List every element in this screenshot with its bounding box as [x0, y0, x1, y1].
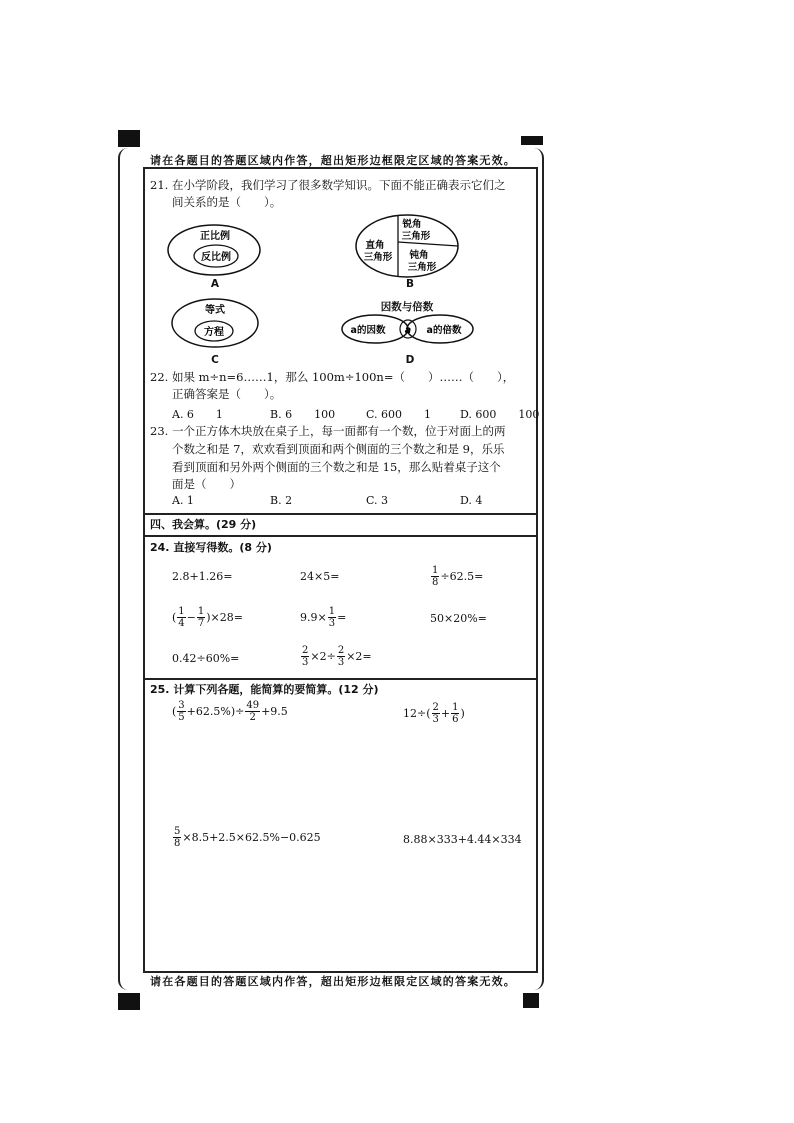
section4-title: 四、我会算。(29 分) [150, 518, 257, 531]
diagram-a [166, 222, 264, 280]
q24-r2c2: 9.9× $\frac{1}{3}$ = [300, 606, 347, 629]
q24-r1c2: 24×5= [300, 570, 340, 583]
footer-notice: 请在各题目的答题区域内作答，超出矩形边框限定区域的答案无效。 [150, 975, 516, 988]
diagram-d-right: a的倍数 [426, 325, 462, 336]
diagram-a-letter: A [210, 278, 220, 290]
q22-option-b: B. 6 100 [270, 408, 336, 421]
q24-r1c1: 2.8+1.26= [172, 570, 233, 583]
header-notice: 请在各题目的答题区域内作答，超出矩形边框限定区域的答案无效。 [150, 154, 516, 167]
diagram-b-letter: B [405, 278, 414, 290]
diagram-d-title: 因数与倍数 [380, 301, 434, 313]
diagram-a-outer: 正比例 [200, 231, 230, 242]
q22-option-d: D. 600 100 [460, 408, 540, 421]
q23-line4: 面是（ ） [172, 477, 241, 491]
q23-line1: 23. 一个正方体木块放在桌子上，每一面都有一个数，位于对面上的两 [150, 424, 506, 438]
registration-mark-top-right [521, 136, 543, 145]
q22-line2: 正确答案是（ ）。 [172, 387, 282, 401]
q24-r2c3: 50×20%= [430, 612, 487, 625]
diagram-b-acute2: 三角形 [401, 231, 431, 242]
divider-q24 [143, 535, 536, 537]
q24-title: 24. 直接写得数。(8 分) [150, 541, 272, 554]
q24-r2c1: ( $\frac{1}{4}$ − $\frac{1}{7}$ )×28= [172, 606, 243, 629]
diagram-d-mid: a [404, 325, 412, 336]
q24-r3c2: $\frac{2}{3}$ ×2÷ $\frac{2}{3}$ ×2= [302, 645, 372, 668]
q25-expr2: 12÷( $\frac{2}{3}$ + $\frac{1}{6}$ ) [403, 702, 465, 725]
diagram-a-inner: 反比例 [201, 252, 231, 263]
q22-line1: 22. 如果 m÷n=6……1，那么 100m÷100n=（ ）……（ ）， [150, 370, 515, 384]
diagram-b [354, 212, 462, 280]
q23-option-d: D. 4 [460, 494, 483, 507]
q23-line3: 看到顶面和另外两个侧面的三个数之和是 15，那么贴着桌子这个 [172, 460, 501, 474]
registration-mark-top-left [118, 130, 140, 147]
q25-expr3: $\frac{5}{8}$ ×8.5+2.5×62.5%−0.625 [174, 826, 321, 849]
q23-line2: 个数之和是 7，欢欢看到顶面和两个侧面的三个数之和是 9，乐乐 [172, 442, 505, 456]
diagram-d-left: a的因数 [350, 325, 386, 336]
diagram-b-right2: 三角形 [363, 252, 393, 263]
q25-expr4: 8.88×333+4.44×334 [403, 833, 522, 846]
diagram-b-obtuse: 钝角 [409, 250, 429, 261]
diagram-d-letter: D [405, 354, 415, 366]
q22-option-a: A. 6 1 [172, 408, 223, 421]
q25-title: 25. 计算下列各题，能简算的要简算。(12 分) [150, 683, 379, 696]
diagram-b-obtuse2: 三角形 [407, 262, 437, 273]
q24-r1c3: $\frac{1}{8}$ ÷62.5= [432, 565, 484, 588]
q23-option-a: A. 1 [172, 494, 194, 507]
diagram-d [340, 312, 476, 348]
diagram-c-outer: 等式 [205, 305, 225, 316]
q23-option-b: B. 2 [270, 494, 293, 507]
diagram-b-right: 直角 [365, 240, 385, 251]
registration-mark-bottom-right [523, 993, 539, 1008]
q24-r3c1: 0.42÷60%= [172, 652, 240, 665]
diagram-b-acute: 锐角 [402, 219, 422, 230]
diagram-c [170, 296, 262, 352]
q22-option-c: C. 600 1 [366, 408, 432, 421]
q21-line1: 21. 在小学阶段，我们学习了很多数学知识。下面不能正确表示它们之 [150, 178, 506, 192]
q21-line2: 间关系的是（ ）。 [172, 195, 282, 209]
q23-option-c: C. 3 [366, 494, 389, 507]
registration-mark-bottom-left [118, 993, 140, 1010]
diagram-c-inner: 方程 [204, 327, 224, 338]
q25-expr1: ( $\frac{3}{5}$ +62.5%)÷ $\frac{49}{2}$ +9.5 [172, 700, 288, 723]
diagram-c-letter: C [211, 354, 219, 366]
